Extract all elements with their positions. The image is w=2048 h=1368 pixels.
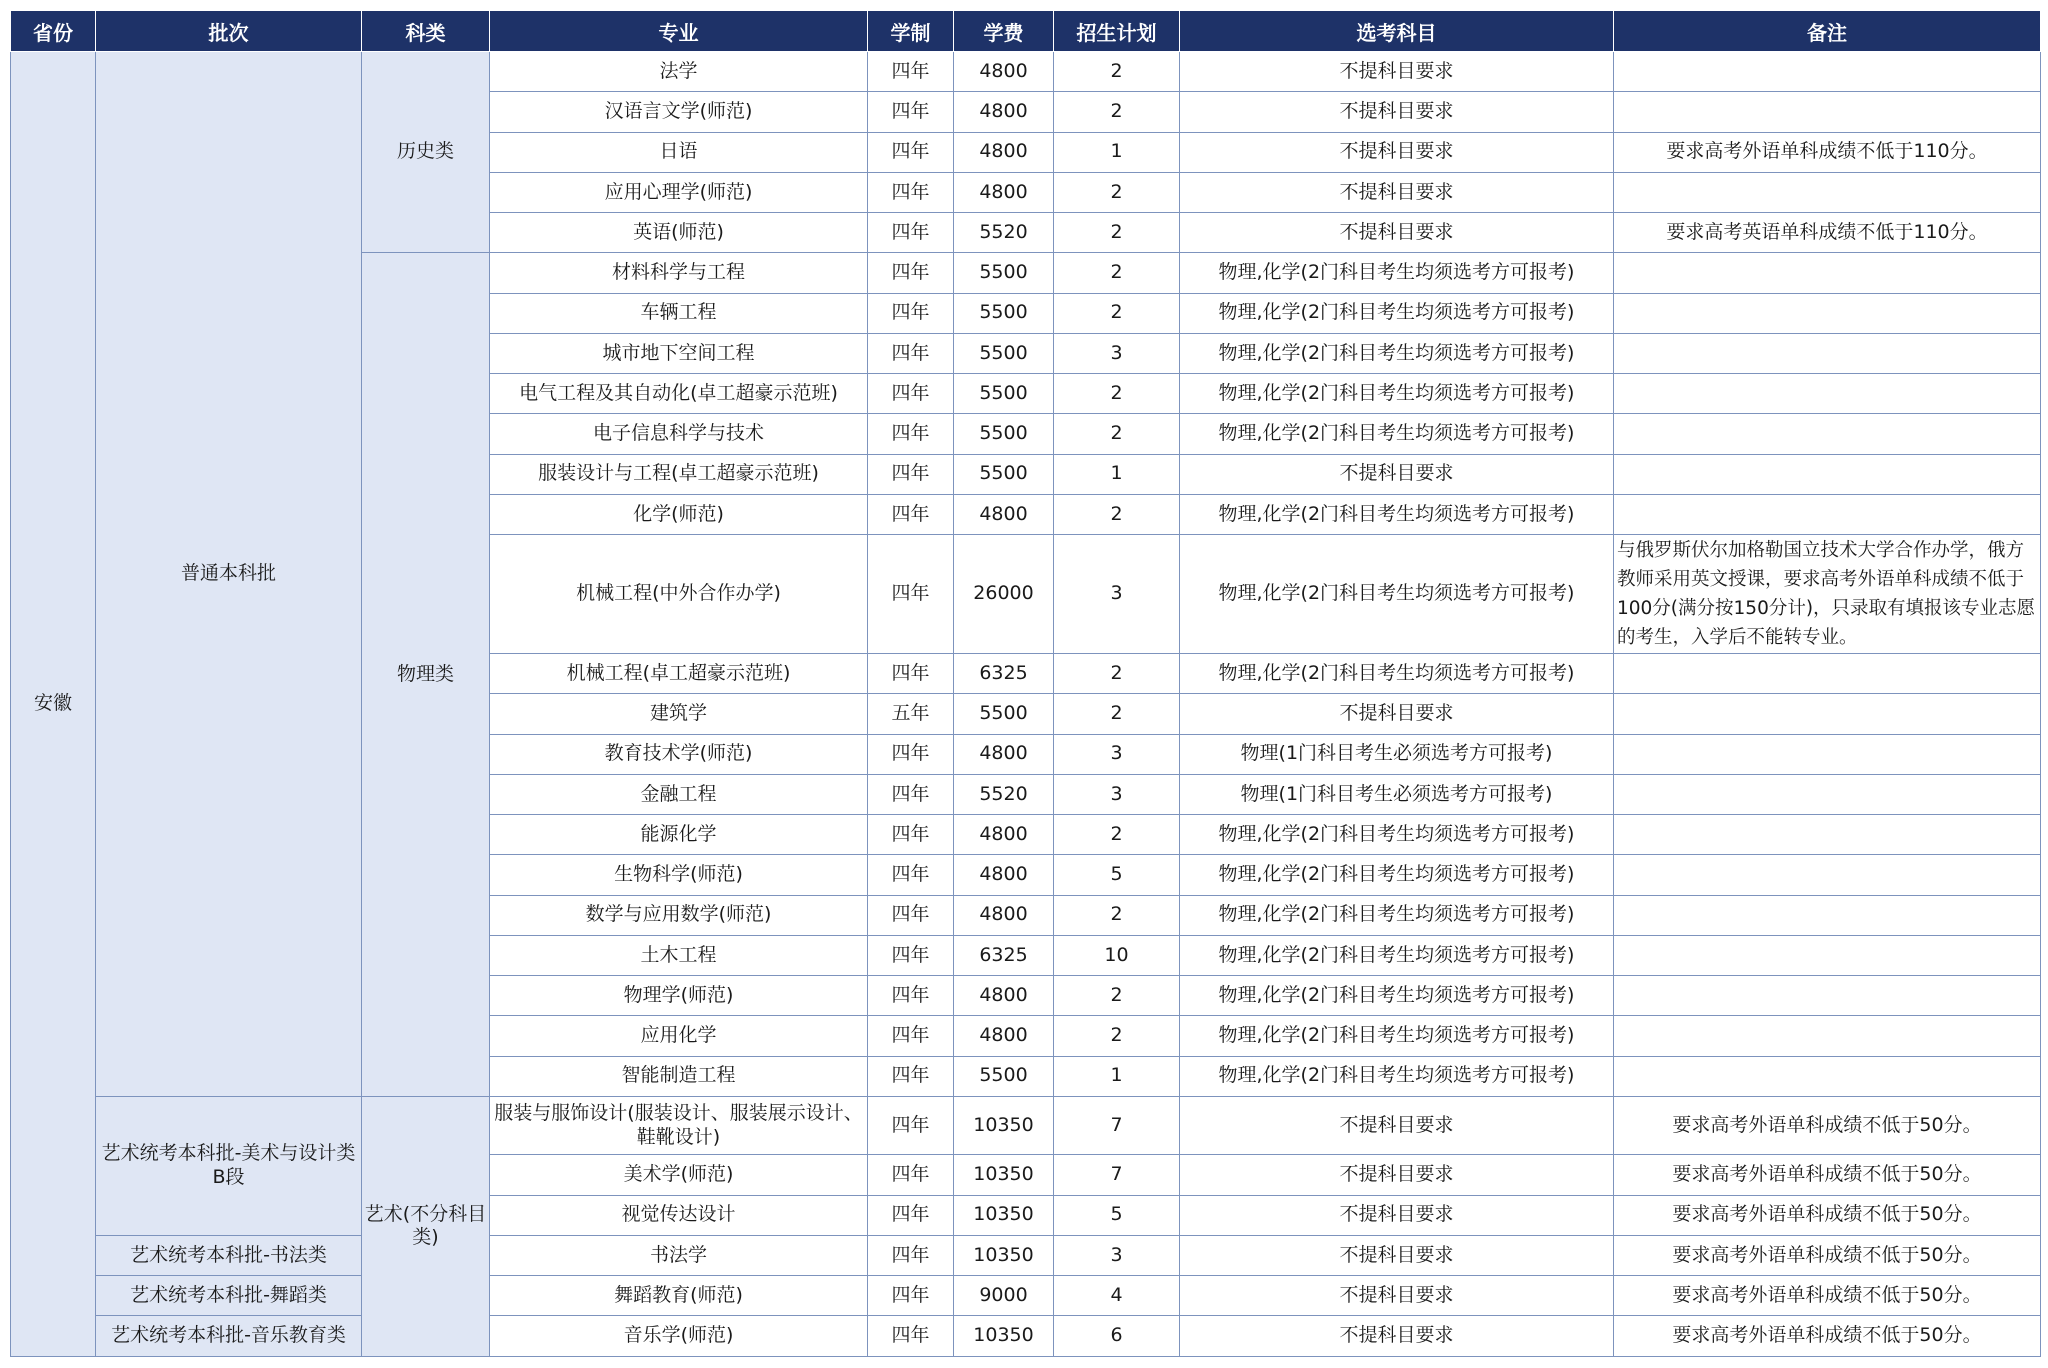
major-cell: 英语(师范): [490, 213, 868, 253]
duration-cell: 四年: [868, 1155, 954, 1195]
duration-cell: 五年: [868, 694, 954, 734]
plan-cell: 2: [1054, 895, 1180, 935]
subjects-cell: 不提科目要求: [1180, 1155, 1614, 1195]
remarks-cell: 要求高考外语单科成绩不低于50分。: [1614, 1155, 2041, 1195]
major-cell: 化学(师范): [490, 494, 868, 534]
fee-cell: 5500: [954, 333, 1054, 373]
major-cell: 服装设计与工程(卓工超豪示范班): [490, 454, 868, 494]
header-batch: 批次: [96, 11, 362, 52]
subjects-cell: 不提科目要求: [1180, 1316, 1614, 1357]
subjects-cell: 物理,化学(2门科目考生均须选考方可报考): [1180, 414, 1614, 454]
major-cell: 机械工程(卓工超豪示范班): [490, 654, 868, 694]
duration-cell: 四年: [868, 535, 954, 654]
plan-cell: 2: [1054, 92, 1180, 132]
duration-cell: 四年: [868, 1276, 954, 1316]
table-row: [11, 52, 2041, 92]
duration-cell: 四年: [868, 1316, 954, 1357]
batch-cell-calligraphy: 艺术统考本科批-书法类: [96, 1235, 362, 1275]
remarks-cell: 与俄罗斯伏尔加格勒国立技术大学合作办学，俄方教师采用英文授课，要求高考外语单科成绩不低于100分(满分按150分计)，只录取有填报该专业志愿的考生，入学后不能转专业。: [1614, 535, 2041, 654]
fee-cell: 9000: [954, 1276, 1054, 1316]
duration-cell: 四年: [868, 454, 954, 494]
fee-cell: 4800: [954, 92, 1054, 132]
plan-cell: 5: [1054, 855, 1180, 895]
remarks-cell: [1614, 774, 2041, 814]
fee-cell: 4800: [954, 815, 1054, 855]
subjects-cell: 物理,化学(2门科目考生均须选考方可报考): [1180, 1016, 1614, 1056]
subjects-cell: 不提科目要求: [1180, 213, 1614, 253]
duration-cell: 四年: [868, 976, 954, 1016]
major-cell: 机械工程(中外合作办学): [490, 535, 868, 654]
remarks-cell: [1614, 293, 2041, 333]
fee-cell: 5500: [954, 293, 1054, 333]
remarks-cell: [1614, 935, 2041, 975]
remarks-cell: 要求高考外语单科成绩不低于50分。: [1614, 1316, 2041, 1357]
header-remarks: 备注: [1614, 11, 2041, 52]
batch-cell-art-design: 艺术统考本科批-美术与设计类B段: [96, 1096, 362, 1235]
duration-cell: 四年: [868, 293, 954, 333]
subjects-cell: 不提科目要求: [1180, 1195, 1614, 1235]
duration-cell: 四年: [868, 1235, 954, 1275]
remarks-cell: [1614, 454, 2041, 494]
plan-cell: 2: [1054, 172, 1180, 212]
fee-cell: 4800: [954, 855, 1054, 895]
category-cell-art: 艺术(不分科目类): [362, 1096, 490, 1356]
plan-cell: 10: [1054, 935, 1180, 975]
subjects-cell: 不提科目要求: [1180, 454, 1614, 494]
subjects-cell: 不提科目要求: [1180, 92, 1614, 132]
fee-cell: 4800: [954, 1016, 1054, 1056]
remarks-cell: 要求高考外语单科成绩不低于110分。: [1614, 132, 2041, 172]
remarks-cell: 要求高考外语单科成绩不低于50分。: [1614, 1195, 2041, 1235]
major-cell: 法学: [490, 52, 868, 92]
remarks-cell: [1614, 253, 2041, 293]
plan-cell: 2: [1054, 1016, 1180, 1056]
fee-cell: 5500: [954, 414, 1054, 454]
fee-cell: 5500: [954, 694, 1054, 734]
remarks-cell: [1614, 494, 2041, 534]
subjects-cell: 物理,化学(2门科目考生均须选考方可报考): [1180, 815, 1614, 855]
duration-cell: 四年: [868, 92, 954, 132]
header-subjects: 选考科目: [1180, 11, 1614, 52]
subjects-cell: 物理(1门科目考生必须选考方可报考): [1180, 774, 1614, 814]
fee-cell: 4800: [954, 976, 1054, 1016]
duration-cell: 四年: [868, 1096, 954, 1154]
fee-cell: 4800: [954, 494, 1054, 534]
duration-cell: 四年: [868, 333, 954, 373]
subjects-cell: 不提科目要求: [1180, 132, 1614, 172]
plan-cell: 6: [1054, 1316, 1180, 1357]
batch-cell-dance: 艺术统考本科批-舞蹈类: [96, 1276, 362, 1316]
major-cell: 生物科学(师范): [490, 855, 868, 895]
major-cell: 能源化学: [490, 815, 868, 855]
major-cell: 城市地下空间工程: [490, 333, 868, 373]
plan-cell: 3: [1054, 535, 1180, 654]
subjects-cell: 物理(1门科目考生必须选考方可报考): [1180, 734, 1614, 774]
major-cell: 数学与应用数学(师范): [490, 895, 868, 935]
subjects-cell: 不提科目要求: [1180, 694, 1614, 734]
major-cell: 物理学(师范): [490, 976, 868, 1016]
major-cell: 电子信息科学与技术: [490, 414, 868, 454]
subjects-cell: 物理,化学(2门科目考生均须选考方可报考): [1180, 374, 1614, 414]
major-cell: 应用心理学(师范): [490, 172, 868, 212]
category-cell-history: 历史类: [362, 52, 490, 253]
header-major: 专业: [490, 11, 868, 52]
fee-cell: 10350: [954, 1096, 1054, 1154]
remarks-cell: [1614, 172, 2041, 212]
duration-cell: 四年: [868, 855, 954, 895]
remarks-cell: [1614, 333, 2041, 373]
fee-cell: 5500: [954, 454, 1054, 494]
plan-cell: 2: [1054, 976, 1180, 1016]
subjects-cell: 不提科目要求: [1180, 1276, 1614, 1316]
duration-cell: 四年: [868, 1195, 954, 1235]
duration-cell: 四年: [868, 374, 954, 414]
duration-cell: 四年: [868, 815, 954, 855]
major-cell: 金融工程: [490, 774, 868, 814]
fee-cell: 10350: [954, 1316, 1054, 1357]
fee-cell: 4800: [954, 734, 1054, 774]
plan-cell: 3: [1054, 774, 1180, 814]
remarks-cell: [1614, 1056, 2041, 1096]
remarks-cell: [1614, 52, 2041, 92]
plan-cell: 2: [1054, 494, 1180, 534]
province-cell: 安徽: [11, 52, 96, 1357]
subjects-cell: 不提科目要求: [1180, 1096, 1614, 1154]
duration-cell: 四年: [868, 213, 954, 253]
major-cell: 电气工程及其自动化(卓工超豪示范班): [490, 374, 868, 414]
remarks-cell: [1614, 1016, 2041, 1056]
duration-cell: 四年: [868, 935, 954, 975]
plan-cell: 3: [1054, 734, 1180, 774]
major-cell: 土木工程: [490, 935, 868, 975]
fee-cell: 4800: [954, 52, 1054, 92]
fee-cell: 4800: [954, 895, 1054, 935]
plan-cell: 3: [1054, 333, 1180, 373]
subjects-cell: 物理,化学(2门科目考生均须选考方可报考): [1180, 1056, 1614, 1096]
duration-cell: 四年: [868, 172, 954, 212]
plan-cell: 4: [1054, 1276, 1180, 1316]
header-category: 科类: [362, 11, 490, 52]
subjects-cell: 物理,化学(2门科目考生均须选考方可报考): [1180, 976, 1614, 1016]
major-cell: 音乐学(师范): [490, 1316, 868, 1357]
duration-cell: 四年: [868, 1056, 954, 1096]
subjects-cell: 物理,化学(2门科目考生均须选考方可报考): [1180, 935, 1614, 975]
duration-cell: 四年: [868, 895, 954, 935]
remarks-cell: [1614, 694, 2041, 734]
duration-cell: 四年: [868, 734, 954, 774]
major-cell: 智能制造工程: [490, 1056, 868, 1096]
major-cell: 建筑学: [490, 694, 868, 734]
plan-cell: 7: [1054, 1096, 1180, 1154]
subjects-cell: 物理,化学(2门科目考生均须选考方可报考): [1180, 855, 1614, 895]
plan-cell: 2: [1054, 374, 1180, 414]
table-row: [11, 1316, 2041, 1357]
remarks-cell: [1614, 374, 2041, 414]
plan-cell: 1: [1054, 132, 1180, 172]
remarks-cell: [1614, 976, 2041, 1016]
header-plan: 招生计划: [1054, 11, 1180, 52]
subjects-cell: 不提科目要求: [1180, 172, 1614, 212]
plan-cell: 2: [1054, 293, 1180, 333]
major-cell: 服装与服饰设计(服装设计、服装展示设计、鞋靴设计): [490, 1096, 868, 1154]
subjects-cell: 物理,化学(2门科目考生均须选考方可报考): [1180, 333, 1614, 373]
fee-cell: 10350: [954, 1155, 1054, 1195]
plan-cell: 2: [1054, 253, 1180, 293]
major-cell: 材料科学与工程: [490, 253, 868, 293]
table-row: [11, 1096, 2041, 1154]
plan-cell: 2: [1054, 654, 1180, 694]
plan-cell: 2: [1054, 815, 1180, 855]
plan-cell: 3: [1054, 1235, 1180, 1275]
plan-cell: 1: [1054, 454, 1180, 494]
subjects-cell: 物理,化学(2门科目考生均须选考方可报考): [1180, 654, 1614, 694]
fee-cell: 5500: [954, 374, 1054, 414]
subjects-cell: 物理,化学(2门科目考生均须选考方可报考): [1180, 494, 1614, 534]
major-cell: 教育技术学(师范): [490, 734, 868, 774]
admission-plan-table: [10, 10, 2041, 1357]
plan-cell: 2: [1054, 52, 1180, 92]
batch-cell-music: 艺术统考本科批-音乐教育类: [96, 1316, 362, 1357]
table-row: [11, 1235, 2041, 1275]
major-cell: 汉语言文学(师范): [490, 92, 868, 132]
plan-cell: 1: [1054, 1056, 1180, 1096]
remarks-cell: [1614, 855, 2041, 895]
fee-cell: 10350: [954, 1195, 1054, 1235]
plan-cell: 2: [1054, 694, 1180, 734]
fee-cell: 6325: [954, 654, 1054, 694]
fee-cell: 5520: [954, 774, 1054, 814]
plan-cell: 2: [1054, 414, 1180, 454]
duration-cell: 四年: [868, 654, 954, 694]
subjects-cell: 不提科目要求: [1180, 52, 1614, 92]
fee-cell: 5520: [954, 213, 1054, 253]
major-cell: 视觉传达设计: [490, 1195, 868, 1235]
remarks-cell: 要求高考外语单科成绩不低于50分。: [1614, 1276, 2041, 1316]
header-row: [11, 11, 2041, 52]
duration-cell: 四年: [868, 1016, 954, 1056]
table-row: [11, 1276, 2041, 1316]
remarks-cell: 要求高考外语单科成绩不低于50分。: [1614, 1096, 2041, 1154]
fee-cell: 26000: [954, 535, 1054, 654]
fee-cell: 5500: [954, 1056, 1054, 1096]
batch-cell-regular: 普通本科批: [96, 52, 362, 1097]
category-cell-physics: 物理类: [362, 253, 490, 1097]
major-cell: 书法学: [490, 1235, 868, 1275]
subjects-cell: 物理,化学(2门科目考生均须选考方可报考): [1180, 895, 1614, 935]
major-cell: 舞蹈教育(师范): [490, 1276, 868, 1316]
subjects-cell: 物理,化学(2门科目考生均须选考方可报考): [1180, 253, 1614, 293]
fee-cell: 4800: [954, 132, 1054, 172]
remarks-cell: [1614, 92, 2041, 132]
duration-cell: 四年: [868, 132, 954, 172]
remarks-cell: [1614, 734, 2041, 774]
plan-cell: 7: [1054, 1155, 1180, 1195]
fee-cell: 4800: [954, 172, 1054, 212]
header-duration: 学制: [868, 11, 954, 52]
fee-cell: 10350: [954, 1235, 1054, 1275]
remarks-cell: 要求高考外语单科成绩不低于50分。: [1614, 1235, 2041, 1275]
fee-cell: 5500: [954, 253, 1054, 293]
subjects-cell: 物理,化学(2门科目考生均须选考方可报考): [1180, 535, 1614, 654]
major-cell: 应用化学: [490, 1016, 868, 1056]
header-province: 省份: [11, 11, 96, 52]
duration-cell: 四年: [868, 774, 954, 814]
duration-cell: 四年: [868, 253, 954, 293]
subjects-cell: 不提科目要求: [1180, 1235, 1614, 1275]
plan-cell: 5: [1054, 1195, 1180, 1235]
fee-cell: 6325: [954, 935, 1054, 975]
major-cell: 车辆工程: [490, 293, 868, 333]
remarks-cell: [1614, 654, 2041, 694]
major-cell: 日语: [490, 132, 868, 172]
duration-cell: 四年: [868, 414, 954, 454]
remarks-cell: [1614, 414, 2041, 454]
plan-cell: 2: [1054, 213, 1180, 253]
duration-cell: 四年: [868, 52, 954, 92]
duration-cell: 四年: [868, 494, 954, 534]
header-fee: 学费: [954, 11, 1054, 52]
major-cell: 美术学(师范): [490, 1155, 868, 1195]
subjects-cell: 物理,化学(2门科目考生均须选考方可报考): [1180, 293, 1614, 333]
remarks-cell: [1614, 815, 2041, 855]
remarks-cell: 要求高考英语单科成绩不低于110分。: [1614, 213, 2041, 253]
remarks-cell: [1614, 895, 2041, 935]
